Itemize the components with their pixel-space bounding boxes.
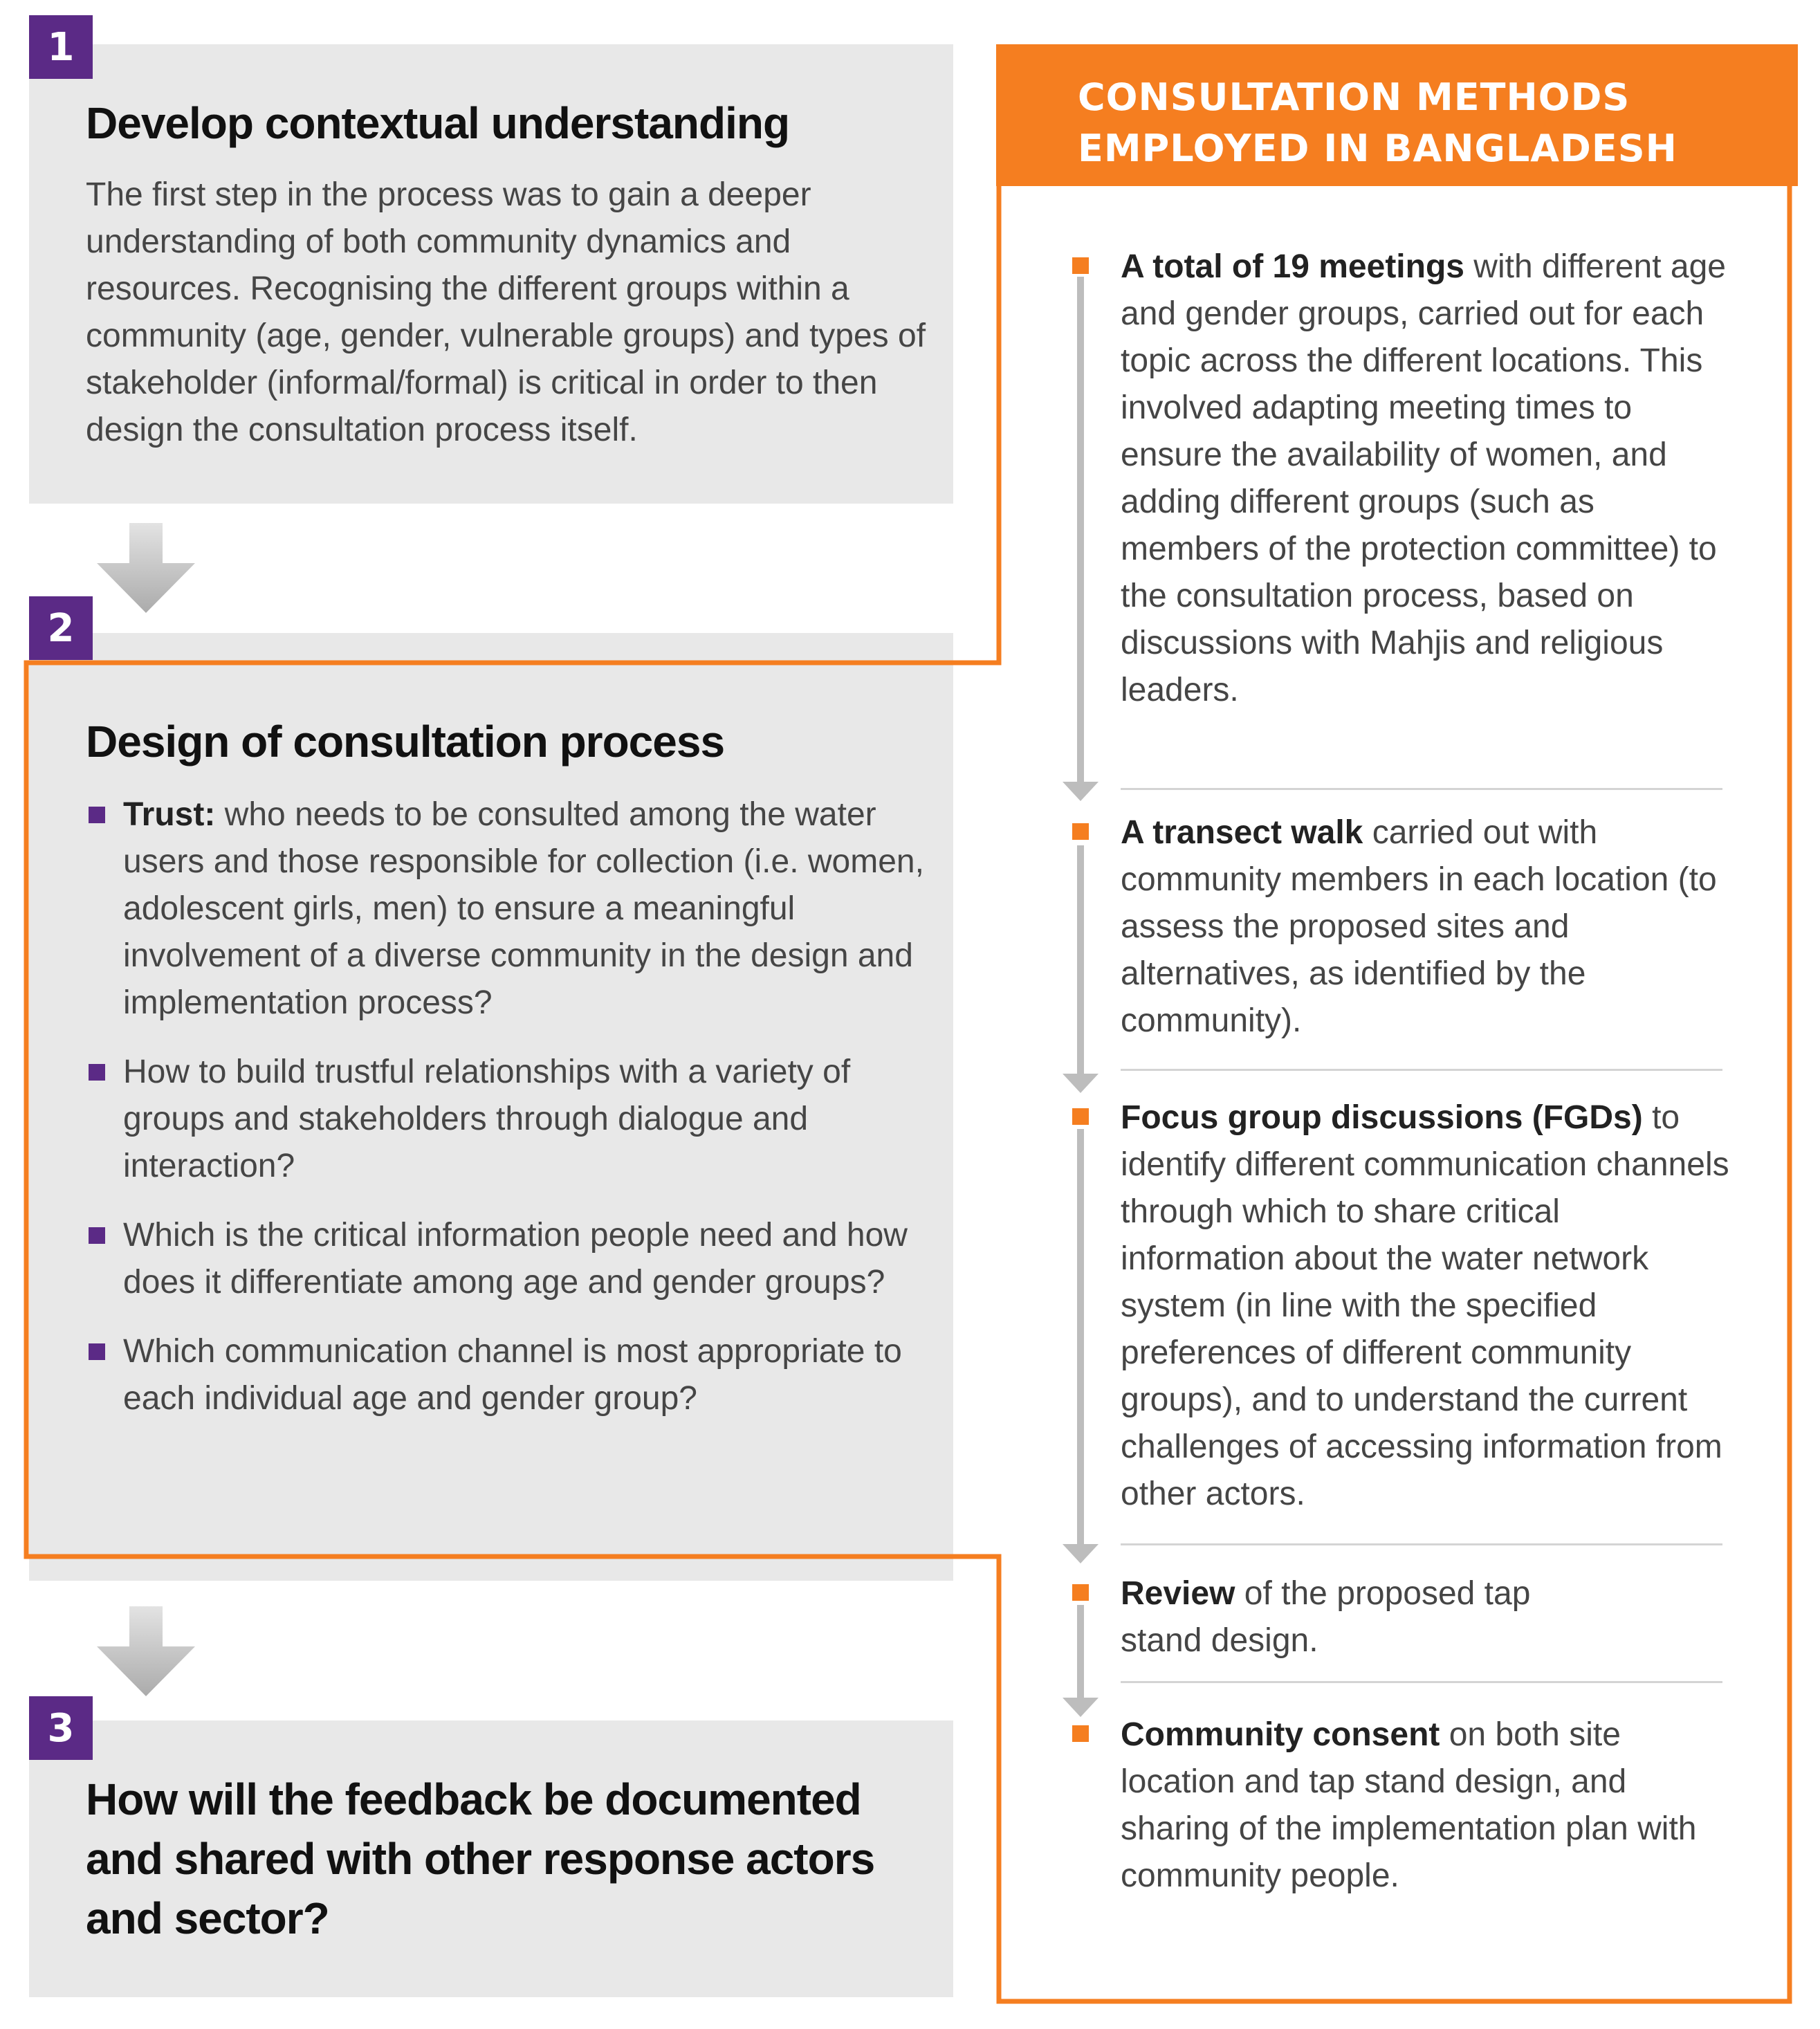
bullet-square-icon — [89, 1227, 105, 1244]
divider — [1121, 1543, 1722, 1545]
list-item: How to build trustful relationships with a variety of groups and stakeholders through dialogue and interaction? — [89, 1049, 932, 1190]
step-1-title: Develop contextual understanding — [86, 98, 790, 148]
divider — [1121, 788, 1722, 790]
divider — [1121, 1069, 1722, 1071]
methods-title-line-2: EMPLOYED IN BANGLADESH — [1078, 127, 1677, 170]
bullet-square-icon — [1072, 1584, 1089, 1601]
divider — [1121, 1681, 1722, 1683]
bullet-square-icon — [1072, 823, 1089, 840]
methods-title-line-1: CONSULTATION METHODS — [1078, 75, 1630, 119]
method-item: A total of 19 meetings with different age and gender groups, carried out for each topic across the different locations. This involved adapting meeting times to ensure the availability of women, and adding different groups (such as members of the protection committee) to the consultation process, based on discussions with Mahjis and religious leaders. — [1121, 248, 1726, 708]
step-3-badge: 3 — [29, 1696, 93, 1760]
method-item: Focus group discussions (FGDs) to identify different communication channels through which to share critical information about the water network system (in line with the specified preferences of different community groups), and to understand the current challenges of accessing information from other actors. — [1121, 1099, 1729, 1512]
step-1-text: The first step in the process was to gain a deeper understanding of both community dynamics and resources. Recognising the different groups within a community (age, gender, vulnerable groups) and types of stakeholder (informal/formal) is critical in order to then design the consultation process itself. — [86, 176, 926, 448]
step-2-badge: 2 — [29, 596, 93, 660]
step-2-title: Design of consultation process — [86, 717, 725, 766]
bullet-square-icon — [1072, 1108, 1089, 1125]
method-item: A transect walk carried out with community members in each location (to assess the proposed sites and alternatives, as identified by the community). — [1121, 814, 1717, 1039]
list-item: Which is the critical information people need and how does it differentiate among age and gender groups? — [89, 1212, 932, 1306]
flow-arrow-icon — [1063, 277, 1099, 801]
methods-box-header — [996, 44, 1798, 186]
list-item: Trust: who needs to be consulted among the water users and those responsible for collection (i.e. women, adolescent girls, men) to ensure a meaningful involvement of a diverse community in the design and implementation process? — [89, 791, 932, 1027]
bullet-square-icon — [89, 1343, 105, 1360]
bullet-square-icon — [1072, 1725, 1089, 1742]
step-3-title: How will the feedback be documented and shared with other response actors and sector? — [86, 1774, 875, 1943]
question-list — [89, 791, 932, 1444]
bullet-square-icon — [1072, 257, 1089, 274]
list-item: Which communication channel is most appropriate to each individual age and gender group? — [89, 1328, 932, 1422]
flow-arrow-icon — [1063, 845, 1099, 1093]
step-1-badge: 1 — [29, 15, 93, 79]
bullet-square-icon — [89, 807, 105, 823]
method-item: Community consent on both site location and tap stand design, and sharing of the implementation plan with community people. — [1121, 1716, 1697, 1894]
flow-arrow-icon — [1063, 1605, 1099, 1717]
bullet-square-icon — [89, 1064, 105, 1081]
flow-arrow-icon — [1063, 1129, 1099, 1563]
method-item: Review of the proposed tap stand design. — [1121, 1575, 1531, 1659]
